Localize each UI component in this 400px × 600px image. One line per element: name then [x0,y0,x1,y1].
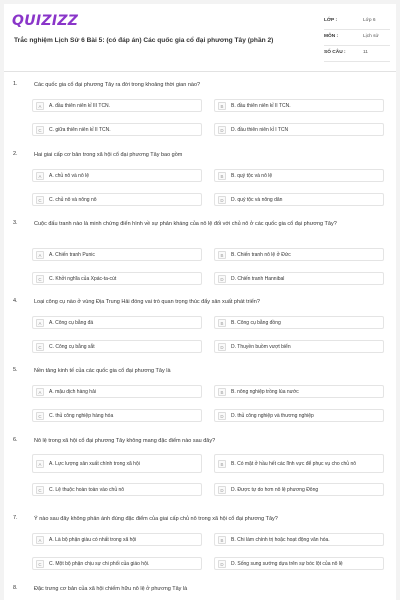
question-text: Cuộc đấu tranh nào là minh chứng điển hình về sự phản kháng của nô lệ đối với chủ nô ở các quốc gia cổ đại phương Tây? [34,221,337,227]
question-number: 4. [13,298,18,304]
option-b[interactable] [214,385,384,398]
option-letter: D [218,560,226,568]
question-number: 5. [13,367,18,373]
option-letter: C [36,560,44,568]
option-letter: C [36,412,44,420]
option-letter: B [218,251,226,259]
meta-label: LỚP : [324,18,338,23]
question-text: Hai giai cấp cơ bản trong xã hội cổ đại phương Tây bao gồm [34,152,183,158]
meta-label: MÔN : [324,34,339,39]
meta-value: Lịch sử [363,34,379,39]
option-c[interactable] [32,409,202,422]
option-letter: A [36,319,44,327]
option-letter: D [218,126,226,134]
option-letter: B [218,319,226,327]
option-letter: A [36,102,44,110]
option-d[interactable] [214,409,384,422]
option-letter: D [218,343,226,351]
option-a[interactable] [32,169,202,182]
option-letter: A [36,460,44,468]
option-letter: B [218,102,226,110]
question-text: Ý nào sau đây không phản ánh đúng đặc điểm của giai cấp chủ nô trong xã hội cổ đại phương Tây? [34,516,278,522]
option-text: C. chủ nô và nông nô [49,196,97,203]
option-text: A. Lực lượng sản xuất chính trong xã hội [49,460,140,467]
option-text: D. Thuyền buồm vượt biển [231,343,291,350]
option-text: D. thủ công nghiệp và thương nghiệp [231,412,314,419]
option-b[interactable] [214,248,384,261]
option-text: A. Là bộ phận giàu có nhất trong xã hội [49,536,137,543]
option-text: C. Khởi nghĩa của Xpác-ta-cút [49,275,117,282]
option-c[interactable] [32,123,202,136]
question-number: 7. [13,515,18,521]
option-a[interactable] [32,248,202,261]
option-text: A. chủ nô và nô lệ [49,172,90,179]
option-letter: D [218,196,226,204]
option-letter: A [36,388,44,396]
option-c[interactable] [32,557,202,570]
option-letter: C [36,196,44,204]
option-text: A. đầu thiên niên kỉ III TCN. [49,102,111,109]
question-text: Đặc trưng cơ bản của xã hội chiếm hữu nô lệ ở phương Tây là [34,586,188,592]
option-letter: B [218,536,226,544]
option-text: A. Chiến tranh Punic [49,251,95,258]
worksheet-title: Trắc nghiệm Lịch Sử 6 Bài 5: (có đáp án) Các quốc gia cổ đại phương Tây (phần 2) [14,37,274,44]
option-b[interactable] [214,316,384,329]
option-text: B. quý tộc và nô lệ [231,172,273,179]
option-text: B. Có mặt ở hầu hết các lĩnh vực để phục vụ cho chủ nô [231,460,357,467]
option-d[interactable] [214,123,384,136]
option-letter: B [218,460,226,468]
option-text: D. Sống sung sướng dựa trên sự bóc lột của nô lệ [231,560,343,567]
worksheet-page [4,4,396,600]
meta-info [324,14,390,62]
option-text: B. đầu thiên niên kỉ II TCN. [231,102,291,109]
option-d[interactable] [214,340,384,353]
option-letter: D [218,275,226,283]
option-a[interactable] [32,385,202,398]
option-letter: C [36,126,44,134]
option-a[interactable] [32,316,202,329]
option-d[interactable] [214,272,384,285]
option-letter: C [36,343,44,351]
meta-row-subject [324,30,390,46]
option-text: C. thủ công nghiệp hàng hóa [49,412,114,419]
option-text: B. Chi làm chính trị hoặc hoạt động văn hóa. [231,536,330,543]
option-text: B. Chiến tranh nô lệ ở Đức [231,251,291,258]
option-letter: A [36,251,44,259]
option-letter: A [36,536,44,544]
option-text: B. nông nghiệp trồng lúa nước [231,388,299,395]
option-b[interactable] [214,454,384,473]
meta-row-count [324,46,390,62]
question-text: Các quốc gia cổ đại phương Tây ra đời trong khoảng thời gian nào? [34,82,201,88]
option-text: D. Được tự do hơn nô lệ phương Đông [231,486,319,493]
option-text: A. mậu dịch hàng hải [49,388,96,395]
option-letter: A [36,172,44,180]
question-number: 2. [13,151,18,157]
option-d[interactable] [214,557,384,570]
worksheet-header [4,4,396,72]
option-text: D. đầu thiên niên kỉ I TCN [231,126,289,133]
meta-value: 11 [363,50,368,55]
option-b[interactable] [214,99,384,112]
option-text: A. Công cụ bằng đá [49,319,94,326]
option-letter: B [218,388,226,396]
option-d[interactable] [214,483,384,496]
meta-row-class [324,14,390,30]
quizizz-logo[interactable]: QUIZIZZ [12,13,79,29]
meta-value: Lớp 6 [363,18,376,23]
question-text: Loại công cụ nào ở vùng Địa Trung Hải đóng vai trò quan trọng thúc đẩy sản xuất phát triển? [34,299,260,305]
option-a[interactable] [32,454,202,473]
option-letter: C [36,275,44,283]
meta-label: SỐ CÂU : [324,50,346,55]
option-text: C. giữa thiên niên kỉ II TCN. [49,126,111,133]
option-text: D. Chiến tranh Hannibal [231,275,285,282]
question-number: 1. [13,81,18,87]
option-letter: B [218,172,226,180]
option-c[interactable] [32,193,202,206]
question-number: 3. [13,220,18,226]
option-b[interactable] [214,169,384,182]
question-text: Nền tảng kinh tế của các quốc gia cổ đại phương Tây là [34,368,171,374]
option-letter: C [36,486,44,494]
question-number: 6. [13,437,18,443]
option-c[interactable] [32,272,202,285]
question-text: Nô lệ trong xã hội cổ đại phương Tây không mang đặc điểm nào sau đây? [34,438,216,444]
option-letter: D [218,486,226,494]
option-text: B. Công cụ bằng đồng [231,319,281,326]
option-text: C. Một bộ phận chịu sự chi phối của giáo hội. [49,560,150,567]
option-d[interactable] [214,193,384,206]
option-a[interactable] [32,533,202,546]
option-a[interactable] [32,99,202,112]
option-b[interactable] [214,533,384,546]
option-text: C. Công cụ bằng sắt [49,343,95,350]
option-text: D. quý tộc và nông dân [231,196,283,203]
option-letter: D [218,412,226,420]
question-number: 8. [13,585,18,591]
option-text: C. Lệ thuộc hoàn toàn vào chủ nô [49,486,125,493]
option-c[interactable] [32,483,202,496]
option-c[interactable] [32,340,202,353]
